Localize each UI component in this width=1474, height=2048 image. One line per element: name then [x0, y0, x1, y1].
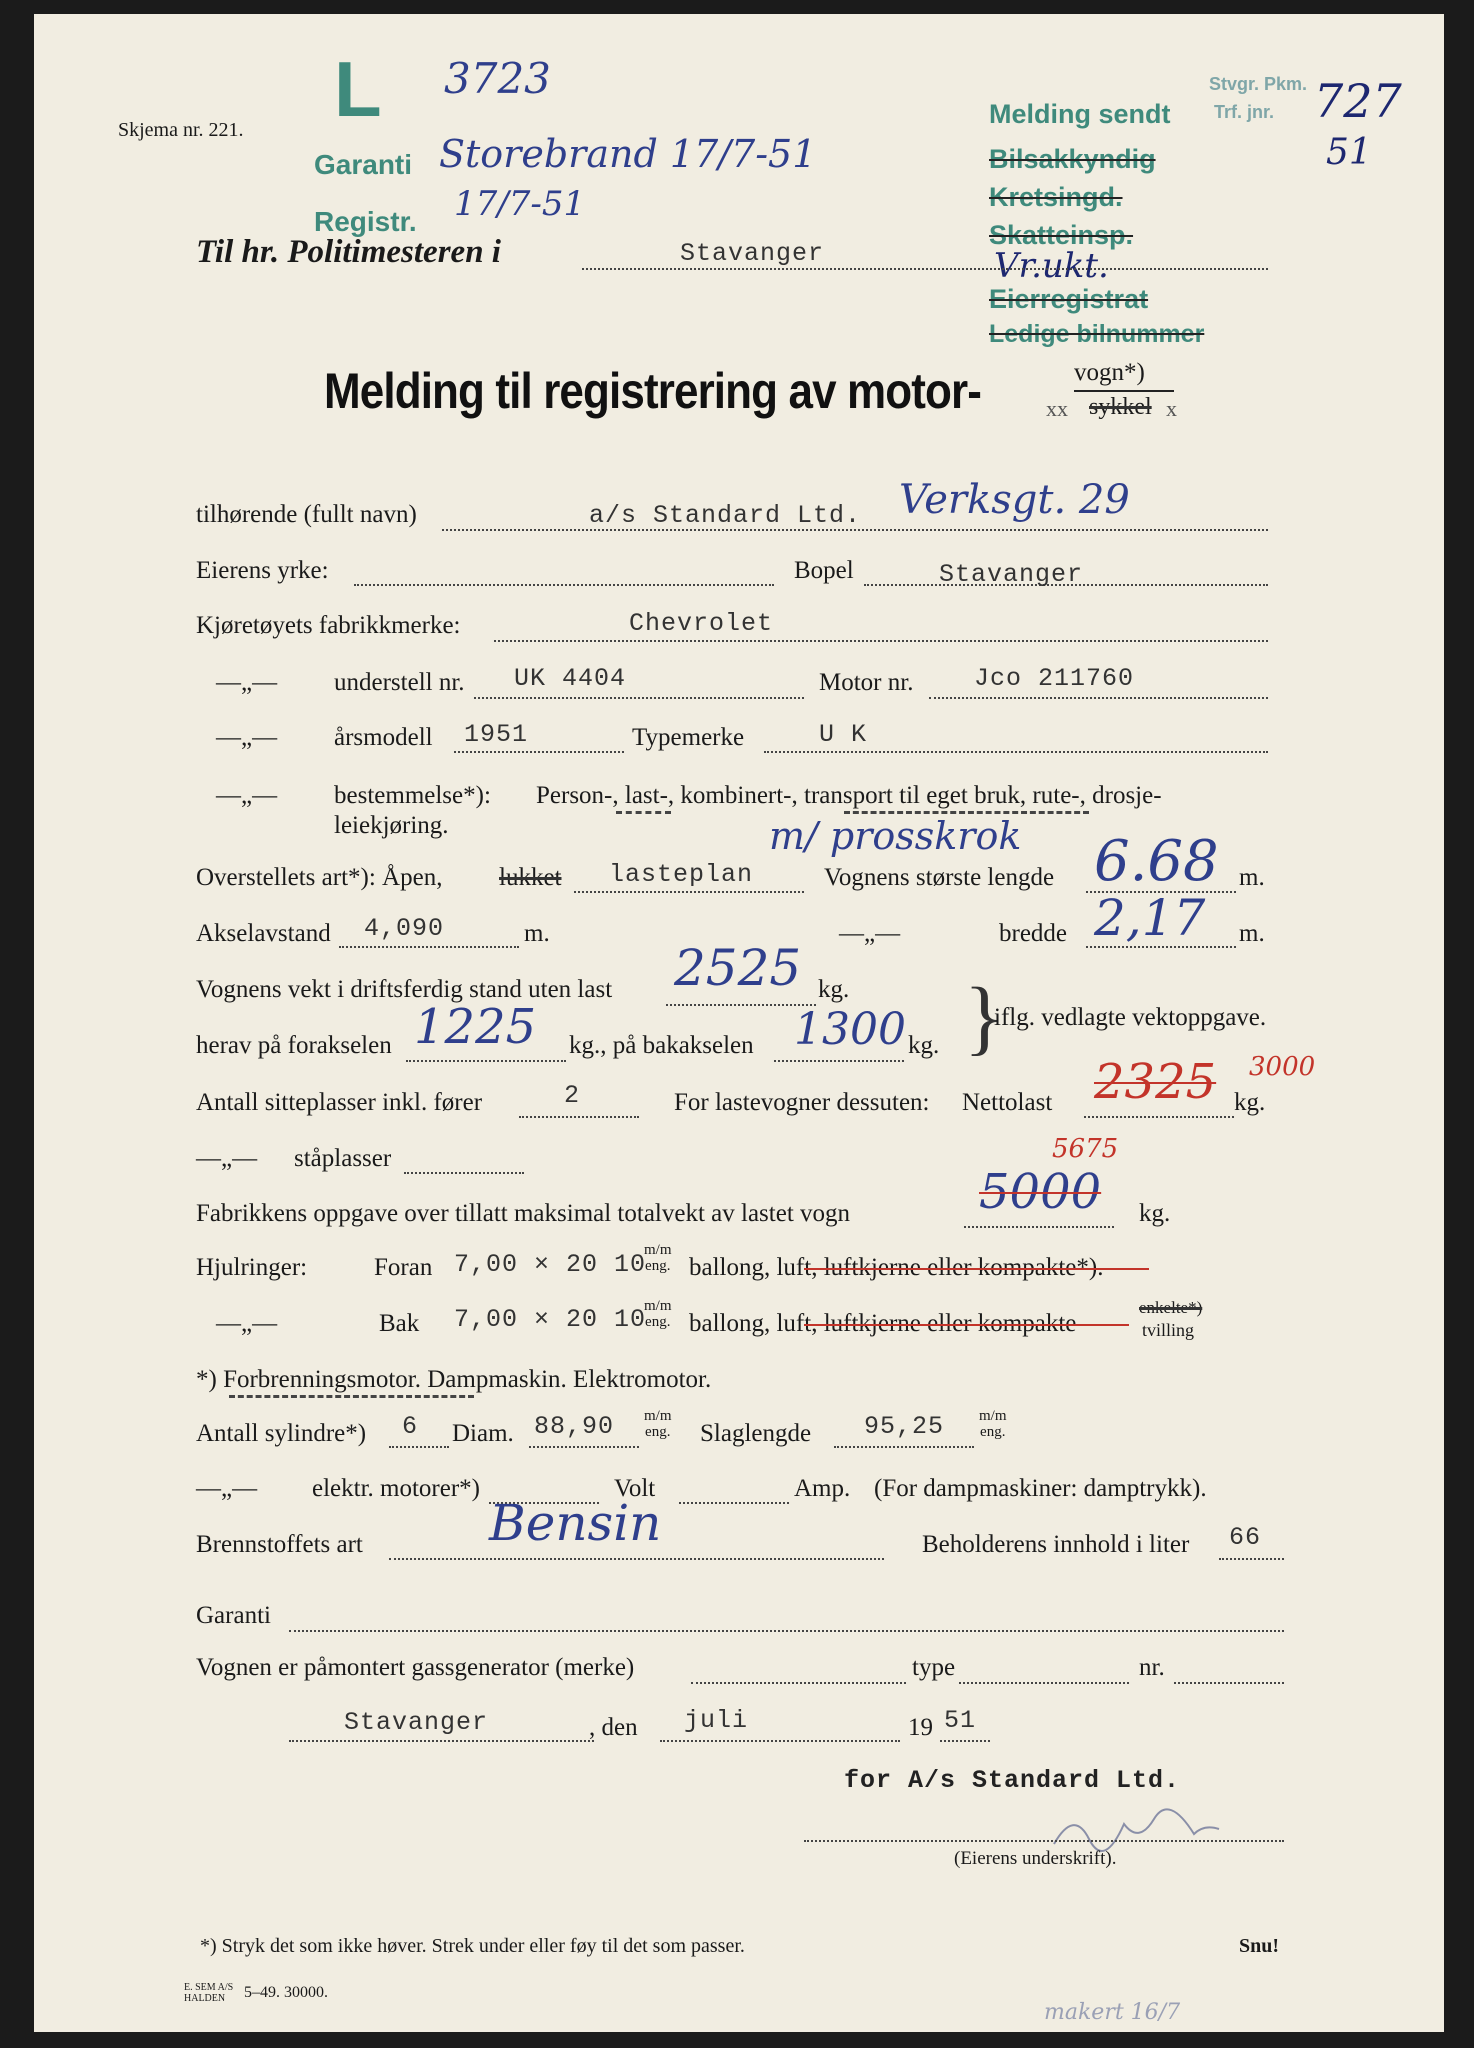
- stroke-value: 95,25: [864, 1412, 945, 1441]
- wheels-rear-label: Bak: [379, 1310, 420, 1337]
- turn-over: Snu!: [1239, 1935, 1280, 1957]
- signature-scribble: [1044, 1804, 1224, 1854]
- schema-number: Skjema nr. 221.: [118, 119, 244, 141]
- net-load-old: 2325: [1094, 1054, 1217, 1110]
- guarantee-line: [289, 1630, 1284, 1632]
- tank-label: Beholderens innhold i liter: [922, 1531, 1190, 1558]
- handwritten-jnr-year: 51: [1326, 132, 1372, 173]
- occupation-label: Eierens yrke:: [196, 557, 329, 584]
- volt-label: Volt: [614, 1475, 656, 1502]
- gas-nr-label: nr.: [1139, 1654, 1165, 1681]
- kretsingd-stamp: Kretsingd.: [989, 182, 1123, 212]
- weight-label: Vognens vekt i driftsferdig stand uten last: [196, 976, 613, 1003]
- rear-axle-unit: kg.: [908, 1032, 940, 1059]
- electric-label: elektr. motorer*): [312, 1475, 480, 1502]
- width-value: 2,17: [1094, 889, 1206, 947]
- gas-type-line: [959, 1682, 1129, 1684]
- wheels-label: Hjulringer:: [196, 1254, 308, 1281]
- garanti-stamp: Garanti: [314, 149, 413, 180]
- weight-value: 2525: [674, 939, 802, 997]
- ditto-purpose: —„—: [216, 782, 278, 809]
- registr-stamp: Registr.: [314, 206, 417, 237]
- purpose-label: bestemmelse*):: [334, 782, 491, 809]
- make-value: Chevrolet: [629, 609, 774, 638]
- residence-value: Stavanger: [939, 560, 1084, 589]
- title-sykkel: sykkel: [1089, 394, 1152, 420]
- guarantee-label: Garanti: [196, 1602, 271, 1629]
- printer-code: 5–49. 30000.: [244, 1984, 328, 2001]
- ditto-year: —„—: [216, 724, 278, 751]
- length-value: 6.68: [1094, 829, 1219, 894]
- seats-value: 2: [564, 1081, 581, 1110]
- ditto-standing: —„—: [196, 1145, 258, 1172]
- handwritten-vr-ukt: Vr.ukt.: [994, 246, 1109, 286]
- standing-label: ståplasser: [294, 1145, 392, 1172]
- weight-note: iflg. vedlagte vektoppgave.: [994, 1004, 1267, 1031]
- make-label: Kjøretøyets fabrikkmerke:: [196, 612, 461, 639]
- melding-sendt-stamp: Melding sendt: [989, 99, 1171, 129]
- trf-stamp: Trf. jnr.: [1214, 102, 1275, 122]
- gross-weight-old: 5000: [979, 1164, 1102, 1220]
- wheels-front-rest: ballong, luft, luftkjerne eller kompakte*).: [689, 1254, 1104, 1281]
- axle-value: 4,090: [364, 914, 445, 943]
- diam-value: 88,90: [534, 1412, 615, 1441]
- motor-label: Motor nr.: [819, 669, 914, 696]
- year-prefix: 19: [908, 1714, 933, 1741]
- purpose-options-cont: leiekjøring.: [334, 812, 449, 839]
- bilsakkyndig-stamp: Bilsakkyndig: [989, 144, 1156, 174]
- rear-axle-label: kg., på bakakselen: [569, 1032, 754, 1059]
- printer-name: E. SEM A/S: [184, 1982, 234, 1993]
- handwritten-registr: 17/7-51: [454, 184, 586, 224]
- bottom-handwritten-note: makert 16/7: [1044, 2000, 1181, 2025]
- cylinders-label: Antall sylindre*): [196, 1420, 367, 1447]
- eierregistrat-stamp: Eierregistrat: [989, 284, 1149, 314]
- axle-unit: m.: [524, 920, 550, 947]
- to-label: Til hr. Politimesteren i: [196, 234, 501, 270]
- purpose-handwritten: m/ prosskrok: [769, 814, 1022, 858]
- gas-nr-line: [1174, 1682, 1284, 1684]
- ditto-width: —„—: [839, 920, 901, 947]
- cargo-label: For lastevogner dessuten:: [674, 1089, 930, 1116]
- owner-label: tilhørende (fullt navn): [196, 501, 417, 528]
- net-load-new: 3000: [1249, 1052, 1316, 1082]
- type-label: Typemerke: [632, 724, 745, 751]
- month-value: juli: [684, 1706, 749, 1735]
- to-city-value: Stavanger: [680, 239, 825, 268]
- wheels-rear-value: 7,00 × 20 10: [454, 1305, 647, 1334]
- occupation-line: [354, 584, 774, 586]
- year-label: årsmodell: [334, 724, 433, 751]
- tire-frac-bot: eng.: [645, 1258, 671, 1274]
- year-suffix: 51: [944, 1706, 977, 1735]
- wheels-front-value: 7,00 × 20 10: [454, 1250, 647, 1279]
- weight-unit: kg.: [818, 976, 850, 1003]
- title-fraction-line: [1074, 390, 1174, 392]
- steam-note: (For dampmaskiner: damptrykk).: [874, 1475, 1207, 1502]
- for-company: for A/s Standard Ltd.: [844, 1766, 1181, 1795]
- ditto-electric: —„—: [196, 1475, 258, 1502]
- printer-city: HALDEN: [184, 1993, 226, 2004]
- title-x2: x: [1166, 396, 1177, 421]
- gas-generator-line: [691, 1682, 906, 1684]
- fuel-value: Bensin: [489, 1494, 662, 1552]
- engine-types: *) Forbrenningsmotor. Dampmaskin. Elektromotor.: [196, 1366, 712, 1393]
- front-axle-label: herav på forakselen: [196, 1032, 392, 1059]
- year-value: 1951: [464, 720, 529, 749]
- fuel-label: Brennstoffets art: [196, 1531, 363, 1558]
- handwritten-jnr: 727: [1314, 74, 1402, 128]
- amp-label: Amp.: [794, 1475, 851, 1502]
- l-stamp: L: [334, 45, 382, 133]
- skatteinsp-stamp: Skatteinsp.: [989, 220, 1134, 250]
- tire-single: enkelte*): [1139, 1298, 1203, 1317]
- gross-weight-new: 5675: [1052, 1134, 1119, 1164]
- body-label: Overstellets art*): Åpen,: [196, 864, 443, 891]
- net-load-unit: kg.: [1234, 1089, 1266, 1116]
- length-label: Vognens største lengde: [824, 864, 1055, 891]
- volt-line: [679, 1502, 789, 1504]
- body-value: lasteplan: [609, 860, 754, 889]
- ledige-bilnummer-stamp: Ledige bilnummer: [989, 320, 1205, 348]
- tire-twin: tvilling: [1142, 1320, 1195, 1340]
- purpose-options: Person-, last-, kombinert-, transport til eget bruk, rute-, drosje-: [536, 782, 1162, 809]
- seats-label: Antall sitteplasser inkl. fører: [196, 1089, 483, 1116]
- motor-value: Jco 211760: [974, 664, 1135, 693]
- diam-label: Diam.: [452, 1420, 514, 1447]
- chassis-label: understell nr.: [334, 669, 465, 696]
- front-axle-value: 1225: [414, 999, 537, 1055]
- width-label: bredde: [999, 920, 1068, 947]
- handwritten-number: 3723: [444, 54, 551, 103]
- signature-label: (Eierens underskrift).: [954, 1848, 1117, 1869]
- wheels-rear-rest: ballong, luft, luftkjerne eller kompakte: [689, 1310, 1077, 1337]
- owner-value: a/s Standard Ltd.: [589, 501, 862, 530]
- residence-label: Bopel: [794, 557, 854, 584]
- ditto-chassis: —„—: [216, 669, 278, 696]
- to-line: [582, 268, 1268, 270]
- footnote: *) Stryk det som ikke høver. Strek under eller føy til det som passer.: [200, 1935, 745, 1957]
- title-vogn: vogn*): [1074, 359, 1145, 386]
- place-value: Stavanger: [344, 1708, 489, 1737]
- ditto-wheels-rear: —„—: [216, 1310, 278, 1337]
- signature-line: [804, 1840, 1284, 1842]
- net-load-label: Nettolast: [962, 1089, 1053, 1116]
- stroke-label: Slaglengde: [700, 1420, 812, 1447]
- standing-line: [404, 1172, 524, 1174]
- form-page: Skjema nr. 221. L 3723 Garanti Storebrand 17/7-51 Registr. 17/7-51 Melding sendt Bilsakkyndig Kretsingd. Skatteinsp. Vr.ukt. Eierregistrat Ledige bilnummer Stvgr. Pkm. Trf. jnr. 727 51 Til hr. Politimesteren i Stavanger Melding til registrering av motor- vogn*) xx sykkel x tilhørende (fullt navn) a/s Standard Ltd. Verksgt. 29 Eierens yrke: Bopel Stavanger Kjøretøyets fabrikkmerke: Chevrolet —„— understell nr. UK 4404 Motor nr. Jco 211760 —„— årsmodell 1951 Typemerke U K —„— bestemmelse*): Person-, last-, kombinert-, transport til eget bruk, rute-, drosje- leiekjøring. m/ prosskrok Overstellets art*): Åpen, lukket lasteplan Vognens største lengde 6.68 m. Akselavstand 4,090 m. —„— bredde 2,17 m. Vognens vekt i driftsferdig stand uten last 2525 kg. herav på forakselen 1225 kg., på bakakselen 1300 kg. } iflg. vedlagte vektoppgave. Antall sitteplasser inkl. fører 2 For lastevogner dessuten: Nettolast 2325 3000 kg. —„— ståplasser 5675 Fabrikkens oppgave over tillatt maksimal totalvekt av lastet vogn 5000 kg. Hjulringer: Foran 7,00 × 20 10 m/m eng. ballong, luft, luftkjerne eller kompakte*). —„— Bak 7,00 × 20 10 m/m eng. ballong, luft, luftkjerne eller kompakte enkelte*) tvilling *) Forbrenningsmotor. Dampmaskin. Elektromotor. Antall sylindre*) 6 Diam. 88,90 m/m eng. Slaglengde 95,25 m/m eng. —„— elektr. motorer*) Volt Amp. (For dampmaskiner: damptrykk). Brennstoffets art Bensin Beholderens innhold i liter 66 Garanti Vognen er påmontert gassgenerator (merke) type nr. Stavanger , den juli 19 51 for A/s Standard Ltd. (Eierens underskrift). *) Stryk det som ikke høver. Strek under eller føy til det som passer. Snu! E. SEM A/S HALDEN 5–49. 30000. makert 16/7: [34, 14, 1444, 2032]
- tire-frac-top: m/m: [644, 1242, 672, 1258]
- gas-generator-label: Vognen er påmontert gassgenerator (merke): [196, 1654, 635, 1681]
- form-title: Melding til registrering av motor-: [324, 363, 982, 419]
- gross-weight-unit: kg.: [1139, 1200, 1171, 1227]
- cylinders-value: 6: [402, 1412, 419, 1441]
- gas-type-label: type: [912, 1654, 956, 1681]
- wheels-front-label: Foran: [374, 1254, 433, 1281]
- title-x: xx: [1046, 396, 1068, 421]
- type-value: U K: [819, 720, 868, 749]
- stvgr-stamp: Stvgr. Pkm.: [1209, 74, 1308, 94]
- length-unit: m.: [1239, 864, 1265, 891]
- owner-address-handwritten: Verksgt. 29: [899, 477, 1130, 523]
- chassis-value: UK 4404: [514, 664, 627, 693]
- brace: }: [964, 971, 1005, 1064]
- axle-label: Akselavstand: [196, 920, 331, 947]
- date-label: , den: [589, 1714, 638, 1741]
- gross-weight-label: Fabrikkens oppgave over tillatt maksimal totalvekt av lastet vogn: [196, 1200, 851, 1227]
- tank-value: 66: [1229, 1523, 1262, 1552]
- rear-axle-value: 1300: [794, 1004, 906, 1055]
- width-unit: m.: [1239, 920, 1265, 947]
- body-lukket: lukket: [499, 864, 562, 891]
- handwritten-garanti: Storebrand 17/7-51: [439, 132, 817, 176]
